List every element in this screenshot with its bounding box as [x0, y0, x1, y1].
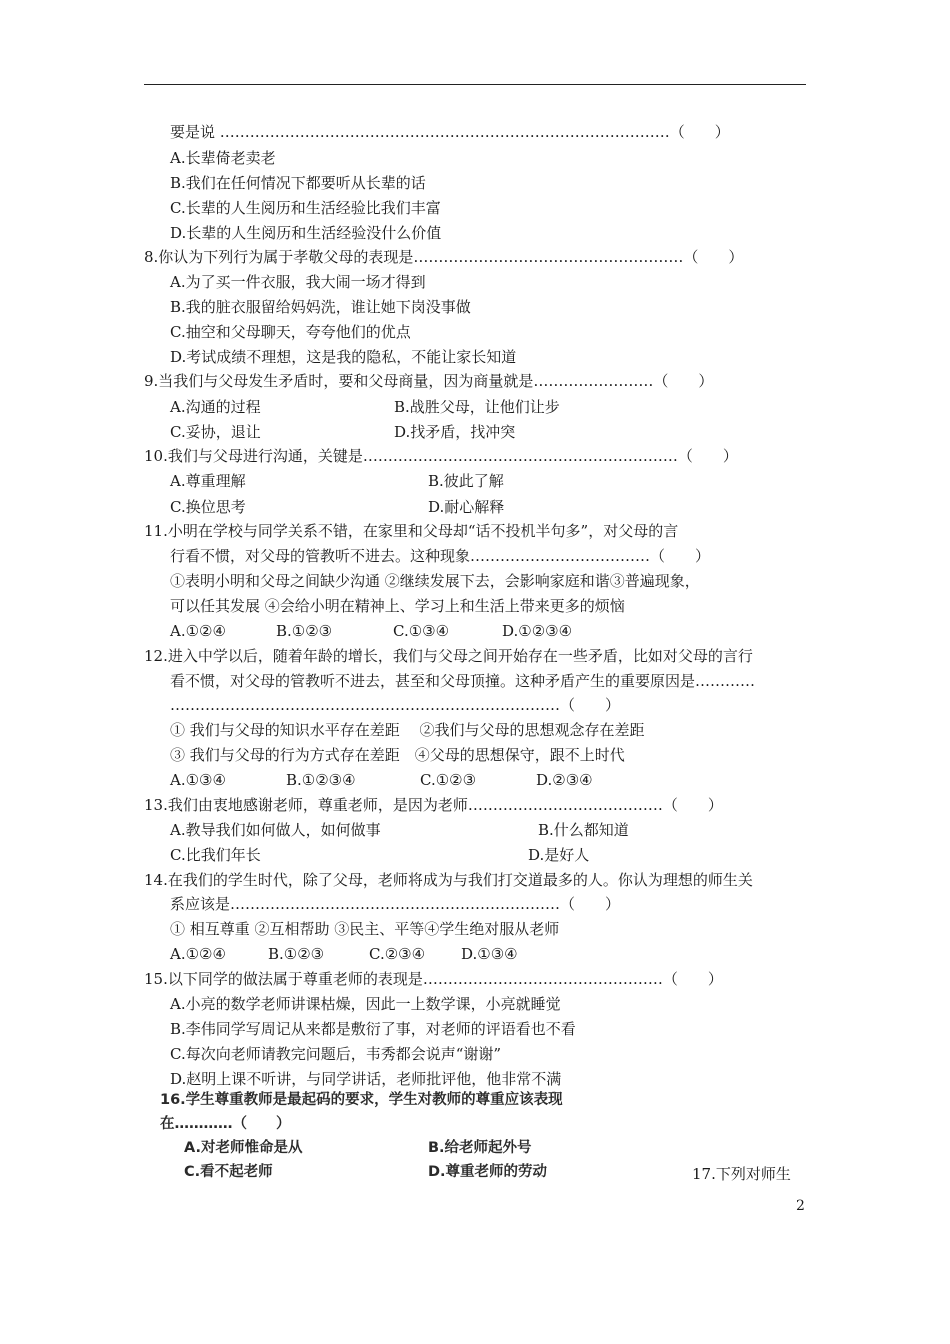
q16-option-a: A.对老师惟命是从 [184, 1140, 303, 1156]
q11-option-c: C.①③④ [393, 622, 450, 640]
q9-option-a: A.沟通的过程 [170, 398, 261, 416]
q12-statements-2: ③ 我们与父母的行为方式存在差距 ④父母的思想保守，跟不上时代 [170, 746, 625, 764]
q11-option-b: B.①②③ [276, 622, 333, 640]
q15-stem: 15.以下同学的做法属于尊重老师的表现是…………………………………………（ ） [144, 970, 723, 988]
q8-option-a: A.为了买一件衣服，我大闹一场才得到 [170, 273, 426, 291]
q12-stem-1: 12.进入中学以后，随着年龄的增长，我们与父母之间开始存在一些矛盾，比如对父母的言行 [144, 647, 753, 665]
q15-option-c: C.每次向老师请教完问题后，韦秀都会说声“谢谢” [170, 1045, 502, 1063]
q10-option-c: C.换位思考 [170, 498, 246, 516]
q9-option-b: B.战胜父母，让他们让步 [394, 398, 560, 416]
q12-option-c: C.①②③ [420, 771, 477, 789]
q13-option-a: A.教导我们如何做人，如何做事 [170, 821, 381, 839]
q14-option-d: D.①③④ [461, 945, 518, 963]
q7-option-a: A.长辈倚老卖老 [170, 149, 276, 167]
q13-stem: 13.我们由衷地感谢老师，尊重老师，是因为老师…………………………………（ ） [144, 796, 723, 814]
q7-option-d: D.长辈的人生阅历和生活经验没什么价值 [170, 224, 442, 242]
q13-option-c: C.比我们年长 [170, 846, 261, 864]
q16-option-b: B.给老师起外号 [428, 1140, 532, 1156]
q12-option-b: B.①②③④ [286, 771, 356, 789]
q14-stem-1: 14.在我们的学生时代，除了父母，老师将成为与我们打交道最多的人。你认为理想的师生关 [144, 871, 753, 889]
q11-statements-1: ①表明小明和父母之间缺少沟通 ②继续发展下去，会影响家庭和谐③普遍现象， [170, 572, 700, 590]
q16-stem-1: 16.学生尊重教师是最起码的要求，学生对教师的尊重应该表现 [160, 1092, 563, 1108]
q10-stem: 10.我们与父母进行沟通，关键是………………………………………………………（ ） [144, 447, 738, 465]
q17-stem-start: 17.下列对师生 [692, 1165, 791, 1183]
q13-option-b: B.什么都知道 [538, 821, 629, 839]
q16-option-c: C.看不起老师 [184, 1164, 273, 1180]
q12-stem-3: ……………………………………………………………………（ ） [170, 696, 621, 714]
q7-stem-continuation: 要是说 ………………………………………………………………………………（ ） [170, 123, 730, 141]
q12-statements-1: ① 我们与父母的知识水平存在差距 ②我们与父母的思想观念存在差距 [170, 721, 645, 739]
q11-option-a: A.①②④ [170, 622, 226, 640]
q11-statements-2: 可以任其发展 ④会给小明在精神上、学习上和生活上带来更多的烦恼 [170, 597, 625, 615]
q12-stem-2: 看不惯，对父母的管教听不进去，甚至和父母顶撞。这种矛盾产生的重要原因是………… [170, 672, 756, 690]
q14-option-a: A.①②④ [170, 945, 226, 963]
q12-option-d: D.②③④ [536, 771, 593, 789]
q10-option-d: D.耐心解释 [428, 498, 505, 516]
q15-option-b: B.李伟同学写周记从来都是敷衍了事，对老师的评语看也不看 [170, 1020, 576, 1038]
q8-option-d: D.考试成绩不理想，这是我的隐私，不能让家长知道 [170, 348, 517, 366]
q16-option-d: D.尊重老师的劳动 [428, 1164, 548, 1180]
q7-option-b: B.我们在任何情况下都要听从长辈的话 [170, 174, 426, 192]
q14-stem-2: 系应该是…………………………………………………………（ ） [170, 895, 621, 913]
q9-stem: 9.当我们与父母发生矛盾时，要和父母商量，因为商量就是……………………（ ） [144, 372, 714, 390]
q11-option-d: D.①②③④ [502, 622, 573, 640]
q10-option-b: B.彼此了解 [428, 472, 504, 490]
page-number: 2 [796, 1198, 805, 1214]
q11-stem-1: 11.小明在学校与同学关系不错，在家里和父母却“话不投机半句多”，对父母的言 [144, 522, 679, 540]
q8-option-c: C.抽空和父母聊天，夸夸他们的优点 [170, 323, 411, 341]
q14-statements: ① 相互尊重 ②互相帮助 ③民主、平等④学生绝对服从老师 [170, 920, 560, 938]
q11-stem-2: 行看不惯，对父母的管教听不进去。这种现象………………………………（ ） [170, 547, 711, 565]
q16-stem-2: 在…………（ ） [160, 1116, 291, 1132]
q8-stem: 8.你认为下列行为属于孝敬父母的表现是………………………………………………（ ） [144, 248, 744, 266]
q12-option-a: A.①③④ [170, 771, 226, 789]
q10-option-a: A.尊重理解 [170, 472, 246, 490]
q15-option-d: D.赵明上课不听讲，与同学讲话，老师批评他，他非常不满 [170, 1070, 562, 1088]
q15-option-a: A.小亮的数学老师讲课枯燥，因此一上数学课，小亮就睡觉 [170, 995, 561, 1013]
q14-option-c: C.②③④ [369, 945, 426, 963]
q8-option-b: B.我的脏衣服留给妈妈洗，谁让她下岗没事做 [170, 298, 471, 316]
q14-option-b: B.①②③ [268, 945, 325, 963]
q7-option-c: C.长辈的人生阅历和生活经验比我们丰富 [170, 199, 441, 217]
q9-option-c: C.妥协，退让 [170, 423, 261, 441]
header-rule [144, 84, 806, 85]
q9-option-d: D.找矛盾，找冲突 [394, 423, 516, 441]
q13-option-d: D.是好人 [528, 846, 590, 864]
